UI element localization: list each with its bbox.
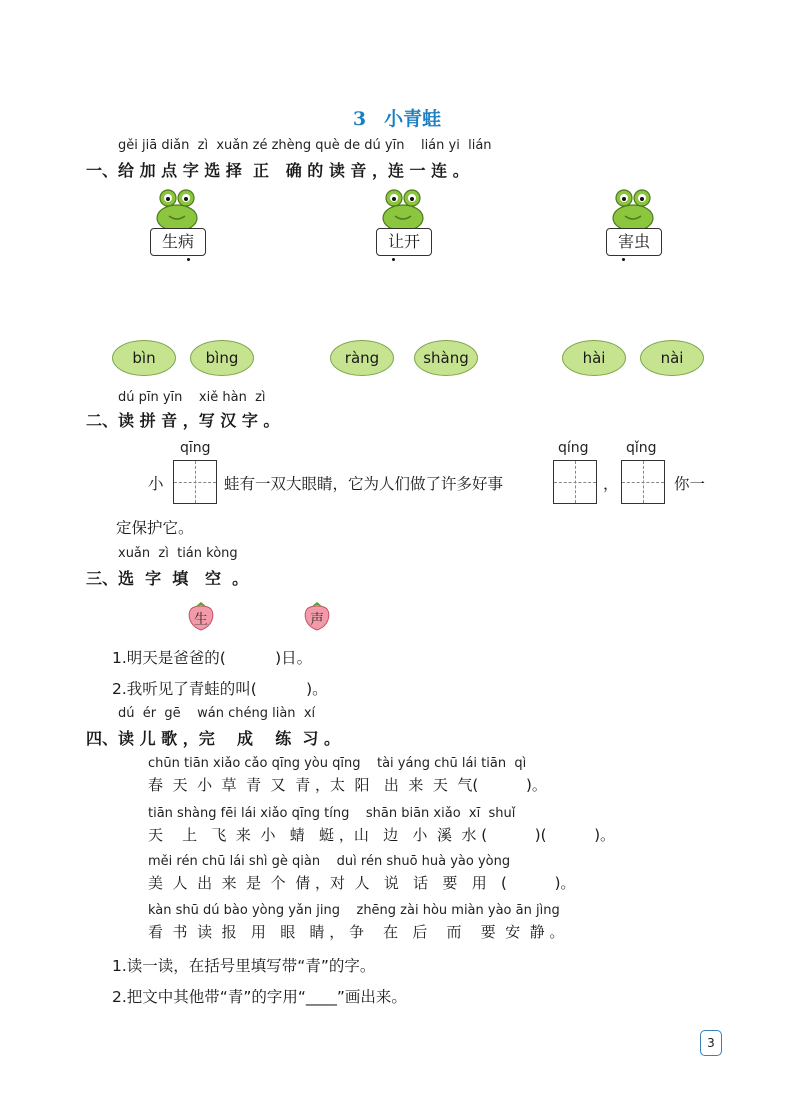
question-1[interactable]: 1.明天是爸爸的( )日。 (112, 649, 313, 667)
frog-icon (152, 188, 202, 232)
poem-pinyin: měi rén chū lái shì gè qiàn duì rén shuō huà yào yòng (148, 854, 511, 869)
sentence-part: 你一 (674, 475, 706, 493)
choice-char: 声 (310, 612, 324, 628)
emphasis-dot (622, 258, 625, 261)
sentence-line2: 定保护它。 (116, 519, 194, 537)
frog-icon (608, 188, 658, 232)
question-2[interactable]: 2.我听见了青蛙的叫( )。 (112, 680, 328, 698)
word-card-shengbing: 生病 (150, 228, 206, 256)
box-pinyin: qíng (558, 440, 589, 456)
writing-box[interactable] (553, 460, 597, 504)
strawberry-char-card (186, 600, 216, 632)
task-2: 2.把文中其他带“青”的字用“____”画出来。 (112, 988, 407, 1006)
poem-line[interactable]: 天 上 飞 来 小 蜻 蜓 ，山 边 小 溪 水 ( )( )。 (148, 826, 616, 844)
emphasis-dot (392, 258, 395, 261)
poem-line: 看 书 读 报 用 眼 睛 ， 争 在 后 而 要 安 静 。 (148, 923, 565, 941)
box-pinyin: qǐng (626, 440, 657, 456)
choice-char: 生 (194, 612, 208, 628)
sentence-part: 小 (148, 475, 164, 493)
poem-pinyin: tiān shàng fēi lái xiǎo qīng tíng shān biān xiǎo xī shuǐ (148, 806, 516, 821)
task-1: 1.读一读，在括号里填写带“青”的字。 (112, 957, 376, 975)
pinyin-option[interactable]: shàng (414, 340, 478, 376)
poem-line[interactable]: 美 人 出 来 是 个 倩 ，对 人 说 话 要 用 ( )。 (148, 874, 576, 892)
section4-pinyin: dú ér gē wán chéng liàn xí (118, 706, 316, 721)
poem-pinyin: kàn shū dú bào yòng yǎn jing zhēng zài hòu miàn yào ān jìng (148, 903, 560, 918)
section4-heading: 四、读 儿 歌 ，完 成 练 习 。 (86, 729, 340, 748)
writing-box[interactable] (173, 460, 217, 504)
section2-heading: 二、读 拼 音 ，写 汉 字 。 (86, 411, 280, 430)
sentence-part: 蛙有一双大眼睛，它为人们做了许多好事 (224, 475, 504, 493)
box-pinyin: qīng (180, 440, 211, 456)
pinyin-option[interactable]: ràng (330, 340, 394, 376)
pinyin-option[interactable]: nài (640, 340, 704, 376)
emphasis-dot (187, 258, 190, 261)
strawberry-char-card (302, 600, 332, 632)
sentence-part: ， (603, 475, 619, 493)
word-card-haichong: 害虫 (606, 228, 662, 256)
frog-icon (378, 188, 428, 232)
pinyin-option[interactable]: bìn (112, 340, 176, 376)
section2-pinyin: dú pīn yīn xiě hàn zì (118, 390, 266, 405)
word-card-rangkai: 让开 (376, 228, 432, 256)
section1-pinyin: gěi jiā diǎn zì xuǎn zé zhèng què de dú yīn lián yi lián (118, 138, 492, 153)
section1-heading: 一、给 加 点 字 选 择 正 确 的 读 音 ，连 一 连 。 (86, 161, 469, 180)
page-number: 3 (700, 1030, 722, 1056)
lesson-number: 3 (352, 108, 367, 130)
pinyin-option[interactable]: bìng (190, 340, 254, 376)
pinyin-option[interactable]: hài (562, 340, 626, 376)
lesson-title: 小青蛙 (384, 108, 442, 130)
poem-line[interactable]: 春 天 小 草 青 又 青 ，太 阳 出 来 天 气( )。 (148, 776, 547, 794)
page-title (0, 104, 794, 131)
poem-pinyin: chūn tiān xiǎo cǎo qīng yòu qīng tài yáng chū lái tiān qì (148, 756, 527, 771)
writing-box[interactable] (621, 460, 665, 504)
section3-pinyin: xuǎn zì tián kòng (118, 546, 238, 561)
section3-heading: 三、选 字 填 空 。 (86, 569, 249, 588)
